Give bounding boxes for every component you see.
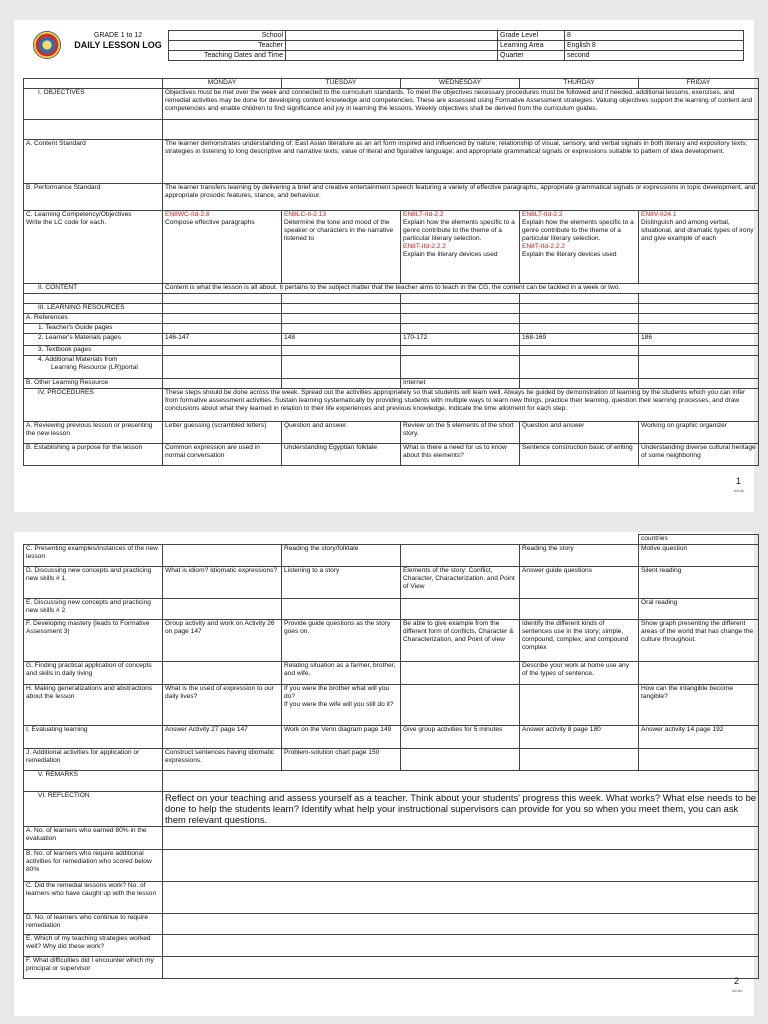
page-title: DAILY LESSON LOG (74, 40, 162, 50)
school-field[interactable] (286, 31, 498, 41)
label-quarter: Quarter (498, 51, 565, 61)
content-label: II. CONTENT (24, 284, 163, 294)
procedures-label: IV. PROCEDURES (24, 389, 163, 422)
reflection-item-d: D. No. of learners who continue to require remediation (24, 913, 163, 934)
dates-field[interactable] (286, 51, 498, 61)
other-resource-label: B. Other Learning Resource (24, 379, 163, 389)
objectives-text: Objectives must be met over the week and connected to the curriculum standards. To meet the objectives necessary procedures must be followed and if needed, additional lessons, exercises, and remedial activities may be done for developing content knowledge and competencies. These are assessed using Formative Assessment strategies. Valuing objectives support the learning of content and competencies and enable children to find significance and joy in learning the lessons. Weekly objectives shall be derived from the curriculum guides. (163, 89, 759, 120)
content-text: Content is what the lesson is all about. It pertains to the subject matter that the teacher aims to teach in the CG, the content can be tackled in a week or two. (163, 284, 759, 294)
grade-level-value[interactable]: 8 (565, 31, 744, 41)
footer-mark-2: tcli.dv (732, 988, 743, 993)
remarks-field[interactable] (163, 771, 759, 792)
procedures-text: These steps should be done across the week. Spread out the activities appropriately so that students will learn well. Always be guided by demonstration of learning by the students which you can infer from formative assessment activities. Sustain learning systematically by providing students with multiple ways to learn new things, practice their learning, question their learning processes, and draw conclusions about what they learned in relation to their life experiences and previous knowledge. Indicate the time allotment for each step. (163, 389, 759, 422)
lesson-table-2: countries C. Presenting examples/instances of the new lesson Reading the story/folktale Reading the story Motive question D. Discussing new concepts and practicing new skills # 1 What is idiom? Idiomatic expressions? Listening to a story Elements of the story: Conflict, Character, Characterization, and Point of View Answer guide questions Silent reading E. Discussing new concepts and practicing new skills # 2 Oral reading F. Developing mastery (leads to Formative Assessment 3) Group activity and work on Activity 26 on page 147 Provide guide questions as the story goes on. Be able to give example from the different form of conflicts, Character & Characterization, and Point of view Identify the different kinds of sentences use in the story; simple, compound, complex, and compound complex Show graph presenting the different areas of the world that has change the culture throughout. G. Finding practical application of concepts and skills in daily living Relating situation as a farmer, brother, and wife. Describe your work at home use any of the types of sentence. H. Making generalizations and abstractions about the lesson What is the used of expression to our daily lives? If you were the brother what will you do? If you were the wife will you still do it? How can the intangible become tangible? I. Evaluating learning Answer Activity 27 page 147 Work on the Venn diagram page 149 Give group activities for 5 minutes Answer activity 8 page 180 Answer activity 14 page 192 J. Additional activities for application or remediation Construct sentences having idiomatic expressions. Problem-solution chart page 150 V. REMARKS VI. REFLECTION Reflect on your teaching and assess yourself as a teacher. Think about your students' progress this week. What works? What else needs to be done to help the students learn? Identify what help your instructional supervisors can provide for you so when you meet them, you can ask them relevant questions. A. No. of learners who earned 80% in the evaluation B. No. of learners who require additional activities for remediation who scored below 80% C. Did the remedial lessons work? No. of learners who have caught up with the lesson D. No. of learners who continue to require remediation E. Which of my teaching strategies worked well? Why did these work? F. What difficulties did I encounter which my principal or supervisor (23, 534, 759, 979)
proc-f-label: F. Developing mastery (leads to Formative Assessment 3) (24, 620, 163, 662)
proc-d-label: D. Discussing new concepts and practicing new skills # 1 (24, 567, 163, 599)
lm-wednesday[interactable]: 170-172 (401, 334, 520, 346)
quarter-value[interactable]: second (565, 51, 744, 61)
day-friday: FRIDAY (639, 79, 759, 89)
competency-thursday[interactable]: EN8LT-IId-2.2 Explain how the elements specific to a genre contribute to the theme of a particular literary selection. EN8T-IId-2.2.2 Explain the literary devices used (520, 211, 639, 284)
proc-c-label: C. Presenting examples/instances of the new lesson (24, 545, 163, 567)
remarks-label: V. REMARKS (24, 771, 163, 792)
proc-b-friday-cont[interactable]: countries (639, 535, 759, 545)
competency-tuesday[interactable]: EN8LC-II-2.13 Determine the tone and mood of the speaker or characters in the narrative listened to (282, 211, 401, 284)
content-standard-text: The learner demonstrates understanding of: East Asian literature as an art form inspired and influenced by nature; relationship of visual, sensory, and verbal signals in both literary and expository texts; strategies in listening to long descriptive and narrative texts; value of literal and figurative language; and appropriate grammatical signals or expressions suitable to pattern of idea development. (163, 140, 759, 184)
proc-a-label: A. Reviewing previous lesson or presenting the new lesson (24, 422, 163, 444)
proc-e-label: E. Discussing new concepts and practicing new skills # 2 (24, 599, 163, 620)
label-dates: Teaching Dates and Time (169, 51, 286, 61)
performance-standard-text: The learner transfers learning by delivering a brief and creative entertainment speech featuring a variety of effective paragraphs, appropriate grammatical signals or expressions in topic development, and appropriate prosodic features, stance, and behaviour. (163, 184, 759, 211)
label-school: School (169, 31, 286, 41)
reflection-item-b: B. No. of learners who require additional activities for remediation who scored below 80% (24, 849, 163, 881)
label-teacher: Teacher (169, 41, 286, 51)
proc-g-label: G. Finding practical application of concepts and skills in daily living (24, 662, 163, 685)
content-standard-label: A. Content Standard (24, 140, 163, 184)
header-table (168, 30, 744, 61)
competency-friday[interactable]: EN8V-II24.1 Distinguish and among verbal, situational, and dramatic types of irony and give example of each (639, 211, 759, 284)
competency-monday[interactable]: EN8WC-IId-2.8 Compose effective paragraphs (163, 211, 282, 284)
day-thursday: THURDAY (520, 79, 639, 89)
reflection-text: Reflect on your teaching and assess yourself as a teacher. Think about your students' progress this week. What works? What else needs to be done to help the students learn? Identify what help your instructional supervisors can provide for you so when you meet them, you can ask them relevant questions. (163, 792, 759, 827)
reflection-label: VI. REFLECTION (24, 792, 163, 827)
reflection-item-e: E. Which of my teaching strategies worked well? Why did these work? (24, 934, 163, 956)
grade-range: GRADE 1 to 12 (93, 32, 143, 39)
teacher-field[interactable] (286, 41, 498, 51)
lm-friday[interactable]: 186 (639, 334, 759, 346)
footer-mark-1: tcli.dv (734, 488, 745, 493)
resources-label: III. LEARNING RESOURCES (24, 304, 163, 314)
proc-j-label: J. Additional activities for application or remediation (24, 749, 163, 771)
label-grade-level: Grade Level (498, 31, 565, 41)
lr-portal-label: 4. Additional Materials from Learning Resource (LR)portal (24, 356, 163, 379)
proc-h-label: H. Making generalizations and abstractions about the lesson (24, 685, 163, 726)
reflection-item-f: F. What difficulties did I encounter which my principal or supervisor (24, 956, 163, 978)
lm-label: 2. Learner's Materials pages (24, 334, 163, 346)
deped-seal-icon (33, 31, 61, 59)
lesson-table-1: MONDAY TUESDAY WEDNESDAY THURDAY FRIDAY I. OBJECTIVES Objectives must be met over the week and connected to the curriculum standards. To meet the objectives necessary procedures must be followed and if needed, additional lessons, exercises, and remedial activities may be done for developing content knowledge and competencies. These are assessed using Formative Assessment strategies. Valuing objectives support the learning of content and competencies and enable children to find significance and joy in learning the lessons. Weekly objectives shall be derived from the curriculum guides. A. Content Standard The learner demonstrates understanding of: East Asian literature as an art form inspired and influenced by nature; relationship of visual, sensory, and verbal signals in both literary and expository texts; strategies in listening to long descriptive and narrative texts; value of literal and figurative language; and appropriate grammatical signals or expressions suitable to pattern of idea development. B. Performance Standard The learner transfers learning by delivering a brief and creative entertainment speech featuring a variety of effective paragraphs, appropriate grammatical signals or expressions in topic development, and appropriate prosodic features, stance, and behaviour. C. Learning Competency/Objectives Write the LC code for each. EN8WC-IId-2.8 Compose effective paragraphs EN8LC-II-2.13 Determine the tone and mood of the speaker or characters in the narrative listened to EN8LT-IId-2.2 Explain how the elements specific to a genre contribute to the theme of a particular literary selection. EN8T-IId-2.2.2 Explain the literary devices used EN8LT-IId-2.2 Explain how the elements specific to a genre contribute to the theme of a particular literary selection. EN8T-IId-2.2.2 Explain the literary devices used EN8V-II24.1 Distinguish and among verbal, situational, and dramatic types of irony and give example of each II. CONTENT Content is what the lesson is all about. It pertains to the subject matter that the teacher aims to teach in the CG, the content can be tackled in a week or two. III. LEARNING RESOURCES A. References 1. Teacher's Guide pages 2. Learner's Materials pages 146-147 148 170-172 168-169 186 3. Textbook pages 4. Additional Materials from Learning Resource (LR)portal B. Other Learning Resource Internet IV. PROCEDURES These steps should be done across the week. Spread out the activities appropriately so that students will learn well. Always be guided by demonstration of learning by the students which you can infer from formative assessment activities. Sustain learning systematically by providing students with multiple ways to learn new things, practice their learning, question their learning processes, and draw conclusions about what they learned in relation to their life experiences and previous knowledge. Indicate the time allotment for each step. A. Reviewing previous lesson or presenting the new lesson Letter guessing (scrambled letters) Question and answer Review on the 5 elements of the short story. Question and answer Working on graphic organizer B. Establishing a purpose for the lesson Common expression are used in normal conversation Understanding Egyptian folktale What is there a need for us to know about this elements? Sentence construction basic of writing Understanding diverse cultural heritage of some neighboring (23, 78, 759, 466)
reflection-item-c: C. Did the remedial lessons work? No. of learners who have caught up with the lesson (24, 881, 163, 913)
proc-i-label: I. Evaluating learning (24, 726, 163, 749)
lm-thursday[interactable]: 168-169 (520, 334, 639, 346)
textbook-label: 3. Textbook pages (24, 346, 163, 356)
other-resource-wednesday[interactable]: Internet (401, 379, 520, 389)
page-number-2: 2 (734, 976, 740, 986)
day-monday: MONDAY (163, 79, 282, 89)
references-label: A. References (24, 314, 163, 324)
learning-area-value[interactable]: English 8 (565, 41, 744, 51)
objectives-label: I. OBJECTIVES (24, 89, 163, 120)
proc-b-label: B. Establishing a purpose for the lesson (24, 444, 163, 466)
lm-monday[interactable]: 146-147 (163, 334, 282, 346)
reflection-item-a: A. No. of learners who earned 80% in the evaluation (24, 826, 163, 849)
day-tuesday: TUESDAY (282, 79, 401, 89)
lm-tuesday[interactable]: 148 (282, 334, 401, 346)
header-title-block (70, 31, 166, 51)
page-number-1: 1 (736, 476, 742, 486)
label-learning-area: Learning Area (498, 41, 565, 51)
competency-label: C. Learning Competency/Objectives Write the LC code for each. (24, 211, 163, 284)
day-wednesday: WEDNESDAY (401, 79, 520, 89)
performance-standard-label: B. Performance Standard (24, 184, 163, 211)
tg-label: 1. Teacher's Guide pages (24, 324, 163, 334)
competency-wednesday[interactable]: EN8LT-IId-2.2 Explain how the elements specific to a genre contribute to the theme of a particular literary selection. EN8T-IId-2.2.2 Explain the literary devices used (401, 211, 520, 284)
